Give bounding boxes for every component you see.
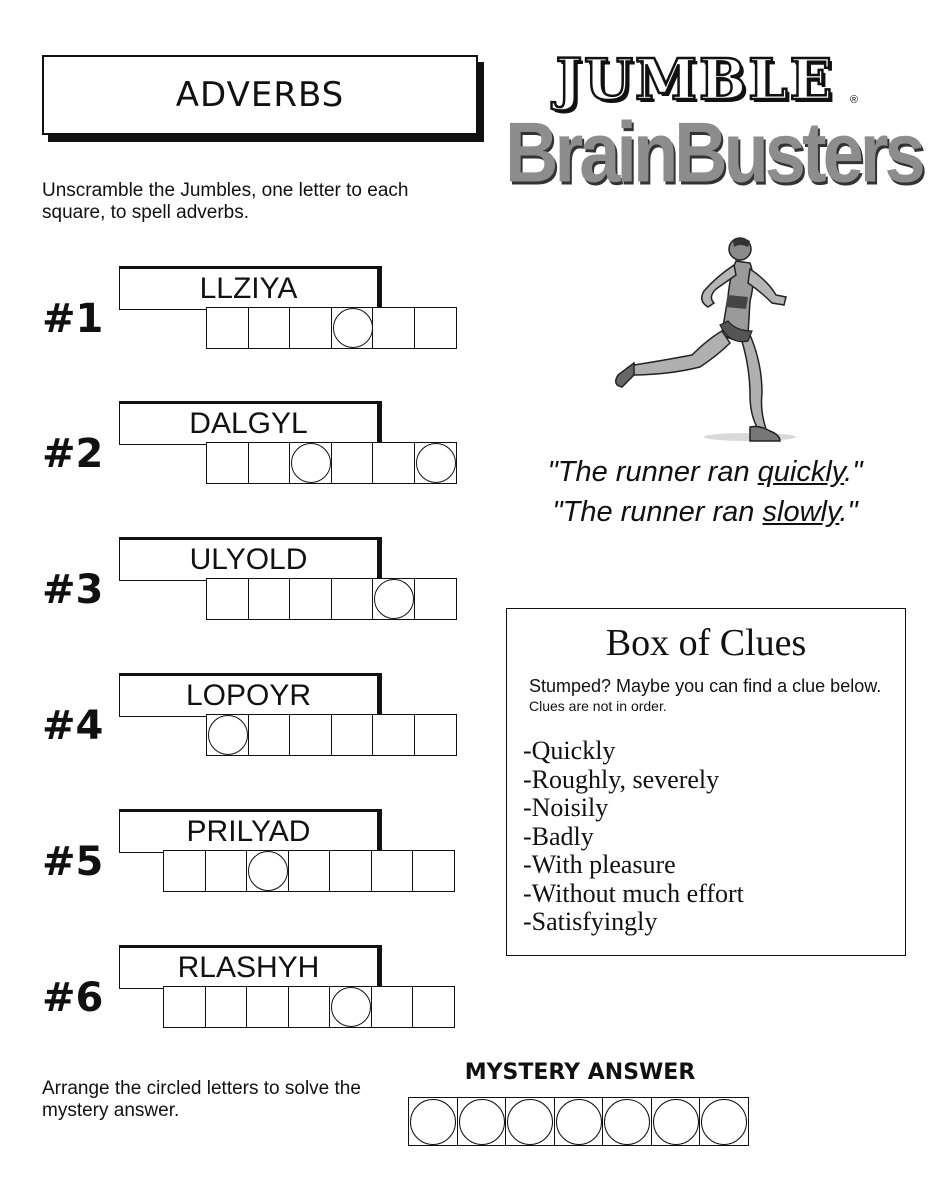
scrambled-word: ULYOLD — [119, 537, 382, 581]
letter-square[interactable] — [206, 442, 249, 484]
letter-square[interactable] — [248, 714, 291, 756]
puzzle-6 — [0, 945, 480, 1035]
quote-text: ." — [839, 496, 858, 528]
letter-square[interactable] — [288, 986, 331, 1028]
runner-illustration — [600, 235, 800, 450]
circled-letter-square[interactable] — [289, 442, 332, 484]
letter-square[interactable] — [289, 714, 332, 756]
mystery-instructions: Arrange the circled letters to solve the mystery answer. — [42, 1078, 361, 1121]
letter-square[interactable] — [248, 307, 291, 349]
puzzle-5 — [0, 809, 480, 899]
puzzle-number: #3 — [42, 567, 104, 613]
logo-brainbusters: BrainBusters — [505, 104, 922, 200]
letter-square[interactable] — [205, 986, 248, 1028]
letter-square[interactable] — [205, 850, 248, 892]
clues-intro — [529, 677, 899, 716]
clue-item: -Noisily — [523, 793, 609, 822]
clue-item: -With pleasure — [523, 850, 676, 879]
letter-square[interactable] — [289, 578, 332, 620]
letter-square[interactable] — [372, 442, 415, 484]
mystery-answer-squares — [408, 1097, 748, 1146]
clues-box — [506, 608, 906, 956]
scrambled-word: LOPOYR — [119, 673, 382, 717]
circled-letter-square[interactable] — [331, 307, 374, 349]
scrambled-word: PRILYAD — [119, 809, 382, 853]
letter-square[interactable] — [331, 714, 374, 756]
answer-squares — [206, 578, 455, 620]
underlined-adverb: quickly — [757, 456, 845, 488]
letter-square[interactable] — [414, 307, 457, 349]
clues-list — [523, 737, 744, 937]
answer-squares — [163, 850, 454, 892]
letter-square[interactable] — [163, 850, 206, 892]
letter-square[interactable] — [246, 986, 289, 1028]
example-sentences — [500, 452, 910, 532]
letter-square[interactable] — [372, 307, 415, 349]
answer-squares — [206, 307, 455, 349]
puzzle-4 — [0, 673, 480, 763]
mystery-letter-square[interactable] — [505, 1097, 555, 1146]
quote-quickly — [500, 452, 910, 492]
letter-square[interactable] — [412, 986, 455, 1028]
letter-square[interactable] — [372, 714, 415, 756]
circled-letter-square[interactable] — [329, 986, 372, 1028]
puzzle-number: #2 — [42, 431, 104, 477]
underlined-adverb: slowly — [762, 496, 840, 528]
letter-square[interactable] — [414, 714, 457, 756]
clues-title: Box of Clues — [605, 622, 807, 664]
clue-item: -Satisfyingly — [523, 907, 658, 936]
puzzle-2 — [0, 401, 480, 491]
clue-item: -Badly — [523, 821, 594, 851]
circled-letter-square[interactable] — [414, 442, 457, 484]
clues-intro-text: Stumped? Maybe you can find a clue below. — [529, 676, 882, 696]
letter-square[interactable] — [163, 986, 206, 1028]
letter-square[interactable] — [206, 307, 249, 349]
circled-letter-square[interactable] — [372, 578, 415, 620]
letter-square[interactable] — [248, 442, 291, 484]
mystery-answer-label: MYSTERY ANSWER — [464, 1060, 696, 1085]
quote-text: "The runner ran — [552, 496, 763, 528]
letter-square[interactable] — [371, 986, 414, 1028]
puzzle-number: #1 — [42, 296, 104, 342]
puzzle-number: #5 — [42, 839, 104, 885]
scrambled-word: RLASHYH — [119, 945, 382, 989]
answer-squares — [206, 714, 455, 756]
answer-squares — [163, 986, 454, 1028]
puzzle-3 — [0, 537, 480, 627]
logo-jumble: JUMBLE — [555, 47, 835, 113]
clue-item: -Quickly — [523, 736, 616, 765]
answer-squares — [206, 442, 455, 484]
quote-slowly — [500, 492, 910, 532]
letter-square[interactable] — [289, 307, 332, 349]
circled-letter-square[interactable] — [246, 850, 289, 892]
mystery-letter-square[interactable] — [408, 1097, 458, 1146]
letter-square[interactable] — [412, 850, 455, 892]
logo-registered-mark: ® — [850, 94, 859, 106]
circled-letter-square[interactable] — [206, 714, 249, 756]
letter-square[interactable] — [414, 578, 457, 620]
clue-item: -Roughly, severely — [523, 764, 720, 794]
clue-item: -Without much effort — [523, 878, 744, 908]
mystery-letter-square[interactable] — [699, 1097, 749, 1146]
letter-square[interactable] — [331, 578, 374, 620]
instructions: Unscramble the Jumbles, one letter to each square, to spell adverbs. — [42, 180, 409, 223]
puzzle-number: #4 — [42, 703, 104, 749]
letter-square[interactable] — [248, 578, 291, 620]
quote-text: "The runner ran — [547, 456, 758, 488]
page-title: ADVERBS — [42, 55, 478, 135]
quote-text: ." — [844, 456, 863, 488]
letter-square[interactable] — [206, 578, 249, 620]
mystery-letter-square[interactable] — [651, 1097, 701, 1146]
letter-square[interactable] — [371, 850, 414, 892]
mystery-letter-square[interactable] — [554, 1097, 604, 1146]
mystery-letter-square[interactable] — [457, 1097, 507, 1146]
letter-square[interactable] — [288, 850, 331, 892]
letter-square[interactable] — [331, 442, 374, 484]
puzzle-number: #6 — [42, 975, 104, 1021]
letter-square[interactable] — [329, 850, 372, 892]
scrambled-word: LLZIYA — [119, 266, 382, 310]
clues-note: Clues are not in order. — [529, 698, 667, 714]
puzzle-1 — [0, 266, 480, 356]
scrambled-word: DALGYL — [119, 401, 382, 445]
mystery-letter-square[interactable] — [602, 1097, 652, 1146]
